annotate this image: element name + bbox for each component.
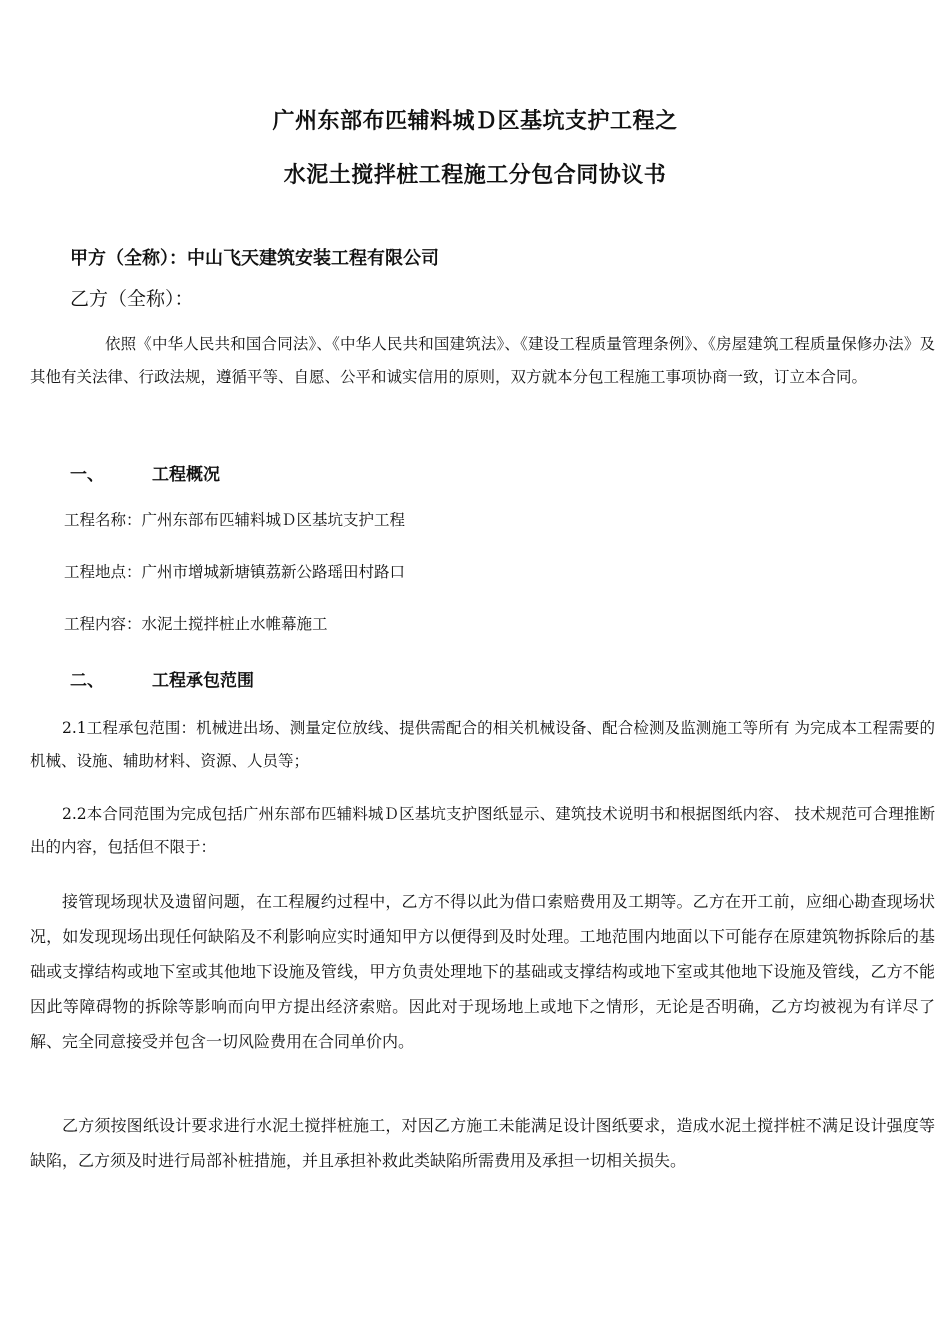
document-title-line1: 广州东部布匹辅料城Ｄ区基坑支护工程之 (272, 108, 678, 134)
section-1-number: 一、 (70, 465, 104, 485)
party-a: 甲方（全称）：中山飞天建筑安装工程有限公司 (70, 248, 439, 269)
construction-requirements-paragraph: 乙方须按图纸设计要求进行水泥土搅拌桩施工，对因乙方施工未能满足设计图纸要求，造成水泥土搅拌桩不满足设计强度等缺陷，乙方须及时进行局部补桩措施，并且承担补救此类缺陷所需费用及承担一切相关损失。 (30, 1116, 935, 1170)
intro-paragraph: 依照《中华人民共和国合同法》、《中华人民共和国建筑法》、《建设工程质量管理条例》、《房屋建筑工程质量保修办法》及其他有关法律、行政法规，遵循平等、自愿、公平和诚实信用的原则，双方就本分包工程施工事项协商一致，订立本合同。 (30, 335, 935, 386)
section-1-heading (70, 460, 220, 485)
clause-2-2: 2.2本合同范围为完成包括广州东部布匹辅料城Ｄ区基坑支护图纸显示、建筑技术说明书和根据图纸内容、 技术规范可合理推断出的内容，包括但不限于： (30, 805, 935, 856)
project-content: 工程内容：水泥土搅拌桩止水帷幕施工 (64, 615, 328, 633)
section-2-number: 二、 (70, 671, 104, 691)
site-conditions-paragraph: 接管现场现状及遗留问题，在工程履约过程中，乙方不得以此为借口索赔费用及工期等。乙方在开工前，应细心勘查现场状况，如发现现场出现任何缺陷及不利影响应实时通知甲方以便得到及时处理。工地范围内地面以下可能存在原建筑物拆除后的基础或支撑结构或地下室或其他地下设施及管线，甲方负责处理地下的基础或支撑结构或地下室或其他地下设施及管线，乙方不能因此等障碍物的拆除等影响而向甲方提出经济索赔。因此对于现场地上或地下之情形，无论是否明确，乙方均被视为有详尽了解、完全同意接受并包含一切风险费用在合同单价内。 (30, 892, 935, 1051)
section-2-heading (70, 666, 254, 691)
section-1-title: 工程概况 (152, 465, 220, 485)
project-name: 工程名称：广州东部布匹辅料城Ｄ区基坑支护工程 (64, 511, 406, 529)
section-2-title: 工程承包范围 (152, 671, 254, 691)
project-location: 工程地点：广州市增城新塘镇荔新公路瑶田村路口 (64, 563, 406, 581)
document-title-line2: 水泥土搅拌桩工程施工分包合同协议书 (283, 162, 667, 188)
party-b: 乙方（全称）： (70, 288, 194, 310)
clause-2-1: 2.1工程承包范围：机械进出场、测量定位放线、提供需配合的相关机械设备、配合检测及监测施工等所有 为完成本工程需要的机械、设施、辅助材料、资源、人员等； (30, 719, 935, 770)
